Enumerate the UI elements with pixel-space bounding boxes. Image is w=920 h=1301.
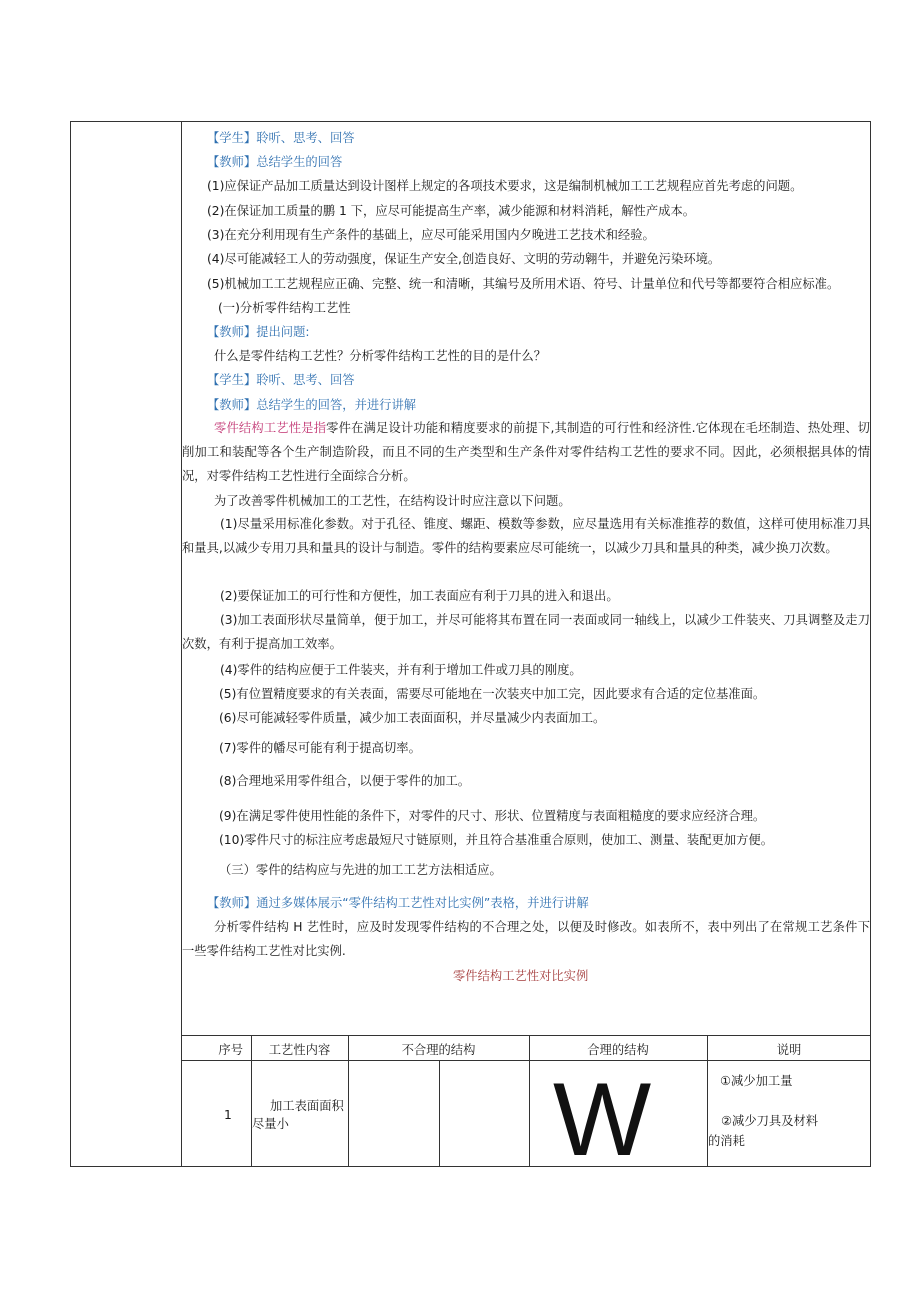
row1-note-1: ①减少加工量 [720, 1074, 793, 1088]
definition-term: 零件结构工艺性是指 [214, 421, 327, 435]
principle-1: (1)应保证产品加工质量达到设计图样上规定的各项技术要求，这是编制机械加工工艺规程应首先考虑的问题。 [207, 179, 803, 193]
question-text: 什么是零件结构工艺性？分析零件结构工艺性的目的是什么？ [214, 349, 547, 363]
row1-note-2: ②减少刀具及材料的消耗 [708, 1114, 819, 1148]
guideline-10: (10)零件尺寸的标注应考虑最短尺寸链原则，并且符合基准重合原则，使加工、测量、装配更加方便。 [219, 833, 774, 847]
guideline-9: (9)在满足零件使用性能的条件下，对零件的尺寸、形状、位置精度与表面粗糙度的要求应经济合理。 [219, 809, 766, 823]
principle-4: (4)尽可能减轻工人的劳动强度，保证生产安全,创造良好、文明的劳动翱牛，并避免污染环境。 [207, 252, 721, 266]
guideline-1: (1)尽量采用标准化参数。对于孔径、锥度、螺距、模数等参数，应尽量选用有关标准推荐的数值，这样可使用标准刀具和量具,以减少专用刀具和量具的设计与制造。零件的结构要素应尽可能统一，以减少刀具和量具的种类，减少换刀次数。 [182, 517, 870, 555]
definition-paragraph [182, 416, 870, 488]
teacher-summary-2: 【教师】总结学生的回答，并进行讲解 [207, 398, 417, 412]
student-prompt-2: 【学生】聆听、思考、回答 [207, 373, 355, 387]
table-col-divider [439, 1060, 440, 1167]
guideline-8: (8)合理地采用零件组合，以便于零件的加工。 [219, 774, 471, 788]
good-structure-glyph: W [553, 1062, 652, 1178]
guideline-3: (3)加工表面形状尽量简单，便于加工，并尽可能将其布置在同一表面或同一轴线上，以减少工件装夹、刀具调整及走刀次数，有利于提高加工效率。 [182, 613, 870, 651]
section-heading-1: (一)分析零件结构工艺性 [218, 301, 351, 315]
table-caption: 零件结构工艺性对比实例 [453, 969, 589, 983]
guideline-6: (6)尽可能减轻零件质量，减少加工表面面积，并尽量减少内表面加工。 [219, 711, 606, 725]
header-bad-structure: 不合理的结构 [401, 1043, 476, 1057]
guideline-4: (4)零件的结构应便于工件装夹，并有利于增加工件或刀具的刚度。 [220, 663, 582, 677]
student-prompt-1: 【学生】聆听、思考、回答 [207, 131, 355, 145]
teacher-media-note: 【教师】通过多媒体展示“零件结构工艺性对比实例”表格，并进行讲解 [207, 896, 589, 910]
principle-5: (5)机械加工工艺规程应正确、完整、统一和清晰，其编号及所用术语、符号、计量单位和代号等都要符合相应标准。 [207, 277, 840, 291]
guideline-7: (7)零件的幡尽可能有利于提高切率。 [219, 741, 421, 755]
header-good-structure: 合理的结构 [587, 1043, 649, 1057]
teacher-summary-1: 【教师】总结学生的回答 [207, 155, 343, 169]
definition-body: 零件在满足设计功能和精度要求的前提下,其制造的可行性和经济性.它体现在毛坯制造、热处理、切削加工和装配等各个生产制造阶段，而且不同的生产类型和生产条件对零件结构工艺性的要求不同。因此，必须根据具体的情况，对零件结构工艺性进行全面综合分析。 [182, 421, 870, 483]
header-note: 说明 [776, 1043, 802, 1057]
table-header-border [181, 1060, 871, 1061]
intro-sentence: 为了改善零件机械加工的工艺性，在结构设计时应注意以下问题。 [214, 494, 571, 508]
section-heading-3: （三）零件的结构应与先进的加工工艺方法相适应。 [219, 863, 502, 877]
table-top-border [181, 1035, 871, 1036]
teacher-question: 【教师】提出问题: [207, 325, 310, 339]
header-number [181, 1042, 251, 1058]
header-number-text: 序号 [218, 1043, 243, 1057]
guideline-2: (2)要保证加工的可行性和方便性，加工表面应有利于刀具的进入和退出。 [220, 589, 619, 603]
guideline-5: (5)有位置精度要求的有关表面，需要尽可能地在一次装夹中加工完，因此要求有合适的定位基准面。 [219, 687, 766, 701]
header-content: 工艺性内容 [268, 1043, 331, 1057]
row1-number: 1 [224, 1108, 232, 1122]
row1-content: 加工表面面积尽量小 [252, 1099, 344, 1131]
analysis-paragraph: 分析零件结构 H 艺性时，应及时发现零件结构的不合理之处，以便及时修改。如表所不，表中列出了在常规工艺条件下一些零件结构工艺性对比实例. [182, 920, 870, 958]
principle-3: (3)在充分利用现有生产条件的基础上，应尽可能采用国内夕晚进工艺技术和经验。 [207, 228, 655, 242]
principle-2: (2)在保证加工质量的鹏 1 下，应尽可能提高生产率，减少能源和材料消耗，解性产成本。 [207, 204, 696, 218]
